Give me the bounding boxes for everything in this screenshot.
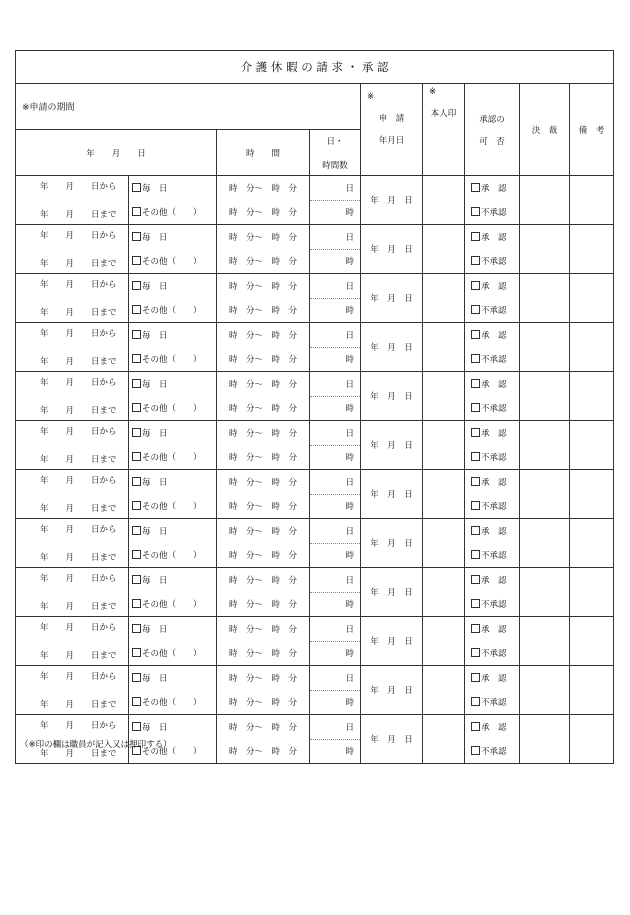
- approve-checkbox[interactable]: 承 認: [465, 372, 520, 397]
- table-row: [16, 617, 614, 642]
- decision-field[interactable]: [520, 372, 570, 421]
- hours-field[interactable]: 時: [310, 739, 361, 764]
- date-range-cell[interactable]: 年 月 日から 年 月 日まで: [16, 519, 129, 568]
- checkbox-icon: [471, 624, 480, 633]
- seal-field[interactable]: [423, 715, 465, 764]
- checkbox-icon: [132, 550, 141, 559]
- remarks-field[interactable]: [570, 470, 614, 519]
- checkbox-icon: [132, 379, 141, 388]
- checkbox-icon: [471, 746, 480, 755]
- table-row: [16, 372, 614, 397]
- application-date-field[interactable]: 年 月 日: [361, 274, 423, 323]
- other-checkbox[interactable]: その他（ ）: [129, 641, 217, 666]
- checkbox-icon: [471, 403, 480, 412]
- days-field[interactable]: 日: [310, 176, 361, 201]
- checkbox-icon: [471, 354, 480, 363]
- application-date-field[interactable]: 年 月 日: [361, 323, 423, 372]
- seal-field[interactable]: [423, 666, 465, 715]
- decision-field[interactable]: [520, 421, 570, 470]
- time-range-2[interactable]: 時 分〜 時 分: [217, 298, 310, 323]
- other-checkbox[interactable]: その他（ ）: [129, 200, 217, 225]
- daily-checkbox[interactable]: 毎 日: [129, 176, 217, 201]
- time-range-1[interactable]: 時 分〜 時 分: [217, 225, 310, 250]
- checkbox-icon: [471, 477, 480, 486]
- decision-field[interactable]: [520, 568, 570, 617]
- date-range-cell[interactable]: 年 月 日から 年 月 日まで: [16, 274, 129, 323]
- seal-field[interactable]: [423, 421, 465, 470]
- period-label: ※申請の期間: [16, 84, 361, 130]
- approve-checkbox[interactable]: 承 認: [465, 274, 520, 299]
- other-checkbox[interactable]: その他（ ）: [129, 543, 217, 568]
- time-range-1[interactable]: 時 分〜 時 分: [217, 519, 310, 544]
- reject-checkbox[interactable]: 不承認: [465, 445, 520, 470]
- date-range-cell[interactable]: 年 月 日から 年 月 日まで: [16, 568, 129, 617]
- reject-checkbox[interactable]: 不承認: [465, 690, 520, 715]
- reject-checkbox[interactable]: 不承認: [465, 396, 520, 421]
- application-date-field[interactable]: 年 月 日: [361, 666, 423, 715]
- hours-field[interactable]: 時: [310, 396, 361, 421]
- reject-checkbox[interactable]: 不承認: [465, 249, 520, 274]
- checkbox-icon: [471, 575, 480, 584]
- time-range-2[interactable]: 時 分〜 時 分: [217, 347, 310, 372]
- hours-field[interactable]: 時: [310, 592, 361, 617]
- approve-checkbox[interactable]: 承 認: [465, 666, 520, 691]
- days-field[interactable]: 日: [310, 470, 361, 495]
- time-range-1[interactable]: 時 分〜 時 分: [217, 470, 310, 495]
- application-date-field[interactable]: 年 月 日: [361, 617, 423, 666]
- time-range-1[interactable]: 時 分〜 時 分: [217, 176, 310, 201]
- time-range-1[interactable]: 時 分〜 時 分: [217, 372, 310, 397]
- checkbox-icon: [471, 501, 480, 510]
- hours-field[interactable]: 時: [310, 494, 361, 519]
- checkbox-icon: [132, 183, 141, 192]
- decision-field[interactable]: [520, 519, 570, 568]
- checkbox-icon: [471, 305, 480, 314]
- table-row: [16, 568, 614, 593]
- hours-field[interactable]: 時: [310, 298, 361, 323]
- reject-checkbox[interactable]: 不承認: [465, 543, 520, 568]
- checkbox-icon: [471, 697, 480, 706]
- decision-field[interactable]: [520, 225, 570, 274]
- daily-checkbox[interactable]: 毎 日: [129, 666, 217, 691]
- date-range-cell[interactable]: 年 月 日から 年 月 日まで: [16, 617, 129, 666]
- checkbox-icon: [471, 648, 480, 657]
- hours-field[interactable]: 時: [310, 543, 361, 568]
- checkbox-icon: [471, 550, 480, 559]
- checkbox-icon: [132, 501, 141, 510]
- seal-field[interactable]: [423, 519, 465, 568]
- remarks-field[interactable]: [570, 568, 614, 617]
- decision-field[interactable]: [520, 176, 570, 225]
- application-date-field[interactable]: 年 月 日: [361, 715, 423, 764]
- decision-field[interactable]: [520, 666, 570, 715]
- other-checkbox[interactable]: その他（ ）: [129, 396, 217, 421]
- daily-checkbox[interactable]: 毎 日: [129, 274, 217, 299]
- checkbox-icon: [471, 183, 480, 192]
- daily-checkbox[interactable]: 毎 日: [129, 372, 217, 397]
- time-range-2[interactable]: 時 分〜 時 分: [217, 690, 310, 715]
- days-field[interactable]: 日: [310, 715, 361, 740]
- daily-checkbox[interactable]: 毎 日: [129, 519, 217, 544]
- checkbox-icon: [132, 256, 141, 265]
- seal-header: ※ 本人印: [423, 84, 465, 176]
- time-range-1[interactable]: 時 分〜 時 分: [217, 666, 310, 691]
- approve-checkbox[interactable]: 承 認: [465, 225, 520, 250]
- remarks-field[interactable]: [570, 715, 614, 764]
- leave-form: [15, 50, 613, 764]
- leave-form-table: [15, 50, 614, 764]
- time-range-1[interactable]: 時 分〜 時 分: [217, 274, 310, 299]
- approve-checkbox[interactable]: 承 認: [465, 568, 520, 593]
- application-date-field[interactable]: 年 月 日: [361, 372, 423, 421]
- other-checkbox[interactable]: その他（ ）: [129, 445, 217, 470]
- checkbox-icon: [471, 722, 480, 731]
- other-checkbox[interactable]: その他（ ）: [129, 690, 217, 715]
- checkbox-icon: [132, 330, 141, 339]
- checkbox-icon: [471, 599, 480, 608]
- seal-field[interactable]: [423, 225, 465, 274]
- seal-field[interactable]: [423, 372, 465, 421]
- checkbox-icon: [132, 648, 141, 657]
- checkbox-icon: [132, 281, 141, 290]
- time-range-2[interactable]: 時 分〜 時 分: [217, 200, 310, 225]
- reject-checkbox[interactable]: 不承認: [465, 739, 520, 764]
- time-range-2[interactable]: 時 分〜 時 分: [217, 396, 310, 421]
- table-row: [16, 666, 614, 691]
- approve-checkbox[interactable]: 承 認: [465, 519, 520, 544]
- remarks-field[interactable]: [570, 176, 614, 225]
- reject-checkbox[interactable]: 不承認: [465, 494, 520, 519]
- checkbox-icon: [132, 207, 141, 216]
- checkbox-icon: [471, 428, 480, 437]
- time-range-2[interactable]: 時 分〜 時 分: [217, 494, 310, 519]
- checkbox-icon: [471, 673, 480, 682]
- reject-checkbox[interactable]: 不承認: [465, 592, 520, 617]
- hours-field[interactable]: 時: [310, 249, 361, 274]
- checkbox-icon: [132, 697, 141, 706]
- days-hours-header: 日・ 時間数: [310, 130, 361, 176]
- checkbox-icon: [471, 379, 480, 388]
- date-range-cell[interactable]: 年 月 日から 年 月 日まで: [16, 225, 129, 274]
- checkbox-icon: [132, 673, 141, 682]
- remarks-field[interactable]: [570, 666, 614, 715]
- other-checkbox[interactable]: その他（ ）: [129, 739, 217, 764]
- approve-checkbox[interactable]: 承 認: [465, 617, 520, 642]
- time-range-2[interactable]: 時 分〜 時 分: [217, 445, 310, 470]
- time-range-1[interactable]: 時 分〜 時 分: [217, 421, 310, 446]
- reject-checkbox[interactable]: 不承認: [465, 200, 520, 225]
- seal-field[interactable]: [423, 617, 465, 666]
- application-date-field[interactable]: 年 月 日: [361, 470, 423, 519]
- remarks-field[interactable]: [570, 519, 614, 568]
- decision-field[interactable]: [520, 323, 570, 372]
- date-range-cell[interactable]: 年 月 日から 年 月 日まで: [16, 176, 129, 225]
- checkbox-icon: [471, 281, 480, 290]
- checkbox-icon: [132, 575, 141, 584]
- hours-field[interactable]: 時: [310, 347, 361, 372]
- table-row: [16, 519, 614, 544]
- seal-field[interactable]: [423, 568, 465, 617]
- decision-field[interactable]: [520, 470, 570, 519]
- daily-checkbox[interactable]: 毎 日: [129, 715, 217, 740]
- checkbox-icon: [471, 330, 480, 339]
- remarks-field[interactable]: [570, 274, 614, 323]
- checkbox-icon: [132, 526, 141, 535]
- application-date-field[interactable]: 年 月 日: [361, 519, 423, 568]
- table-row: [16, 470, 614, 495]
- table-row: [16, 715, 614, 740]
- other-checkbox[interactable]: その他（ ）: [129, 592, 217, 617]
- checkbox-icon: [471, 526, 480, 535]
- decision-field[interactable]: [520, 715, 570, 764]
- other-checkbox[interactable]: その他（ ）: [129, 494, 217, 519]
- application-date-field[interactable]: 年 月 日: [361, 176, 423, 225]
- approve-checkbox[interactable]: 承 認: [465, 323, 520, 348]
- days-field[interactable]: 日: [310, 666, 361, 691]
- approval-header: 承認の 可 否: [465, 84, 520, 176]
- seal-field[interactable]: [423, 470, 465, 519]
- approve-checkbox[interactable]: 承 認: [465, 470, 520, 495]
- checkbox-icon: [471, 452, 480, 461]
- date-range-cell[interactable]: 年 月 日から 年 月 日まで: [16, 666, 129, 715]
- checkbox-icon: [471, 256, 480, 265]
- approve-checkbox[interactable]: 承 認: [465, 715, 520, 740]
- checkbox-icon: [471, 232, 480, 241]
- time-header: 時 間: [217, 130, 310, 176]
- other-checkbox[interactable]: その他（ ）: [129, 249, 217, 274]
- daily-checkbox[interactable]: 毎 日: [129, 617, 217, 642]
- time-range-1[interactable]: 時 分〜 時 分: [217, 617, 310, 642]
- remarks-field[interactable]: [570, 421, 614, 470]
- date-header: 年 月 日: [16, 130, 217, 176]
- days-field[interactable]: 日: [310, 519, 361, 544]
- hours-field[interactable]: 時: [310, 445, 361, 470]
- days-field[interactable]: 日: [310, 617, 361, 642]
- table-row: [16, 225, 614, 250]
- reject-checkbox[interactable]: 不承認: [465, 347, 520, 372]
- seal-field[interactable]: [423, 323, 465, 372]
- checkbox-icon: [132, 354, 141, 363]
- decision-field[interactable]: [520, 274, 570, 323]
- approve-checkbox[interactable]: 承 認: [465, 421, 520, 446]
- remarks-field[interactable]: [570, 225, 614, 274]
- time-range-2[interactable]: 時 分〜 時 分: [217, 249, 310, 274]
- daily-checkbox[interactable]: 毎 日: [129, 568, 217, 593]
- hours-field[interactable]: 時: [310, 690, 361, 715]
- date-range-cell[interactable]: 年 月 日から 年 月 日まで: [16, 715, 129, 764]
- checkbox-icon: [132, 624, 141, 633]
- time-range-1[interactable]: 時 分〜 時 分: [217, 323, 310, 348]
- checkbox-icon: [132, 305, 141, 314]
- reject-checkbox[interactable]: 不承認: [465, 641, 520, 666]
- remarks-header: 備 考: [570, 84, 614, 176]
- table-row: [16, 323, 614, 348]
- remarks-field[interactable]: [570, 323, 614, 372]
- hours-field[interactable]: 時: [310, 641, 361, 666]
- checkbox-icon: [471, 207, 480, 216]
- time-range-2[interactable]: 時 分〜 時 分: [217, 543, 310, 568]
- remarks-field[interactable]: [570, 372, 614, 421]
- form-title: 介 護 休 暇 の 請 求 ・ 承 認: [16, 51, 614, 84]
- checkbox-icon: [132, 722, 141, 731]
- hours-field[interactable]: 時: [310, 200, 361, 225]
- application-date-field[interactable]: 年 月 日: [361, 225, 423, 274]
- other-checkbox[interactable]: その他（ ）: [129, 298, 217, 323]
- time-range-2[interactable]: 時 分〜 時 分: [217, 592, 310, 617]
- checkbox-icon: [132, 428, 141, 437]
- reject-checkbox[interactable]: 不承認: [465, 298, 520, 323]
- daily-checkbox[interactable]: 毎 日: [129, 323, 217, 348]
- time-range-1[interactable]: 時 分〜 時 分: [217, 715, 310, 740]
- daily-checkbox[interactable]: 毎 日: [129, 470, 217, 495]
- daily-checkbox[interactable]: 毎 日: [129, 225, 217, 250]
- table-row: [16, 176, 614, 201]
- days-field[interactable]: 日: [310, 274, 361, 299]
- days-field[interactable]: 日: [310, 225, 361, 250]
- footnote: （※印の欄は職員が記入又は押印する）: [20, 740, 172, 750]
- date-range-cell[interactable]: 年 月 日から 年 月 日まで: [16, 372, 129, 421]
- seal-field[interactable]: [423, 274, 465, 323]
- time-range-2[interactable]: 時 分〜 時 分: [217, 739, 310, 764]
- table-row: [16, 274, 614, 299]
- days-field[interactable]: 日: [310, 421, 361, 446]
- seal-field[interactable]: [423, 176, 465, 225]
- application-date-field[interactable]: 年 月 日: [361, 568, 423, 617]
- checkbox-icon: [132, 599, 141, 608]
- days-field[interactable]: 日: [310, 568, 361, 593]
- time-range-1[interactable]: 時 分〜 時 分: [217, 568, 310, 593]
- days-field[interactable]: 日: [310, 372, 361, 397]
- days-field[interactable]: 日: [310, 323, 361, 348]
- checkbox-icon: [132, 232, 141, 241]
- application-date-header: ※ 申 請 年月日: [361, 84, 423, 176]
- request-rows: [16, 176, 614, 764]
- time-range-2[interactable]: 時 分〜 時 分: [217, 641, 310, 666]
- checkbox-icon: [132, 403, 141, 412]
- checkbox-icon: [132, 477, 141, 486]
- approve-checkbox[interactable]: 承 認: [465, 176, 520, 201]
- decision-header: 決 裁: [520, 84, 570, 176]
- date-range-cell[interactable]: 年 月 日から 年 月 日まで: [16, 470, 129, 519]
- application-date-field[interactable]: 年 月 日: [361, 421, 423, 470]
- date-range-cell[interactable]: 年 月 日から 年 月 日まで: [16, 323, 129, 372]
- daily-checkbox[interactable]: 毎 日: [129, 421, 217, 446]
- checkbox-icon: [132, 452, 141, 461]
- date-range-cell[interactable]: 年 月 日から 年 月 日まで: [16, 421, 129, 470]
- table-row: [16, 421, 614, 446]
- decision-field[interactable]: [520, 617, 570, 666]
- remarks-field[interactable]: [570, 617, 614, 666]
- other-checkbox[interactable]: その他（ ）: [129, 347, 217, 372]
